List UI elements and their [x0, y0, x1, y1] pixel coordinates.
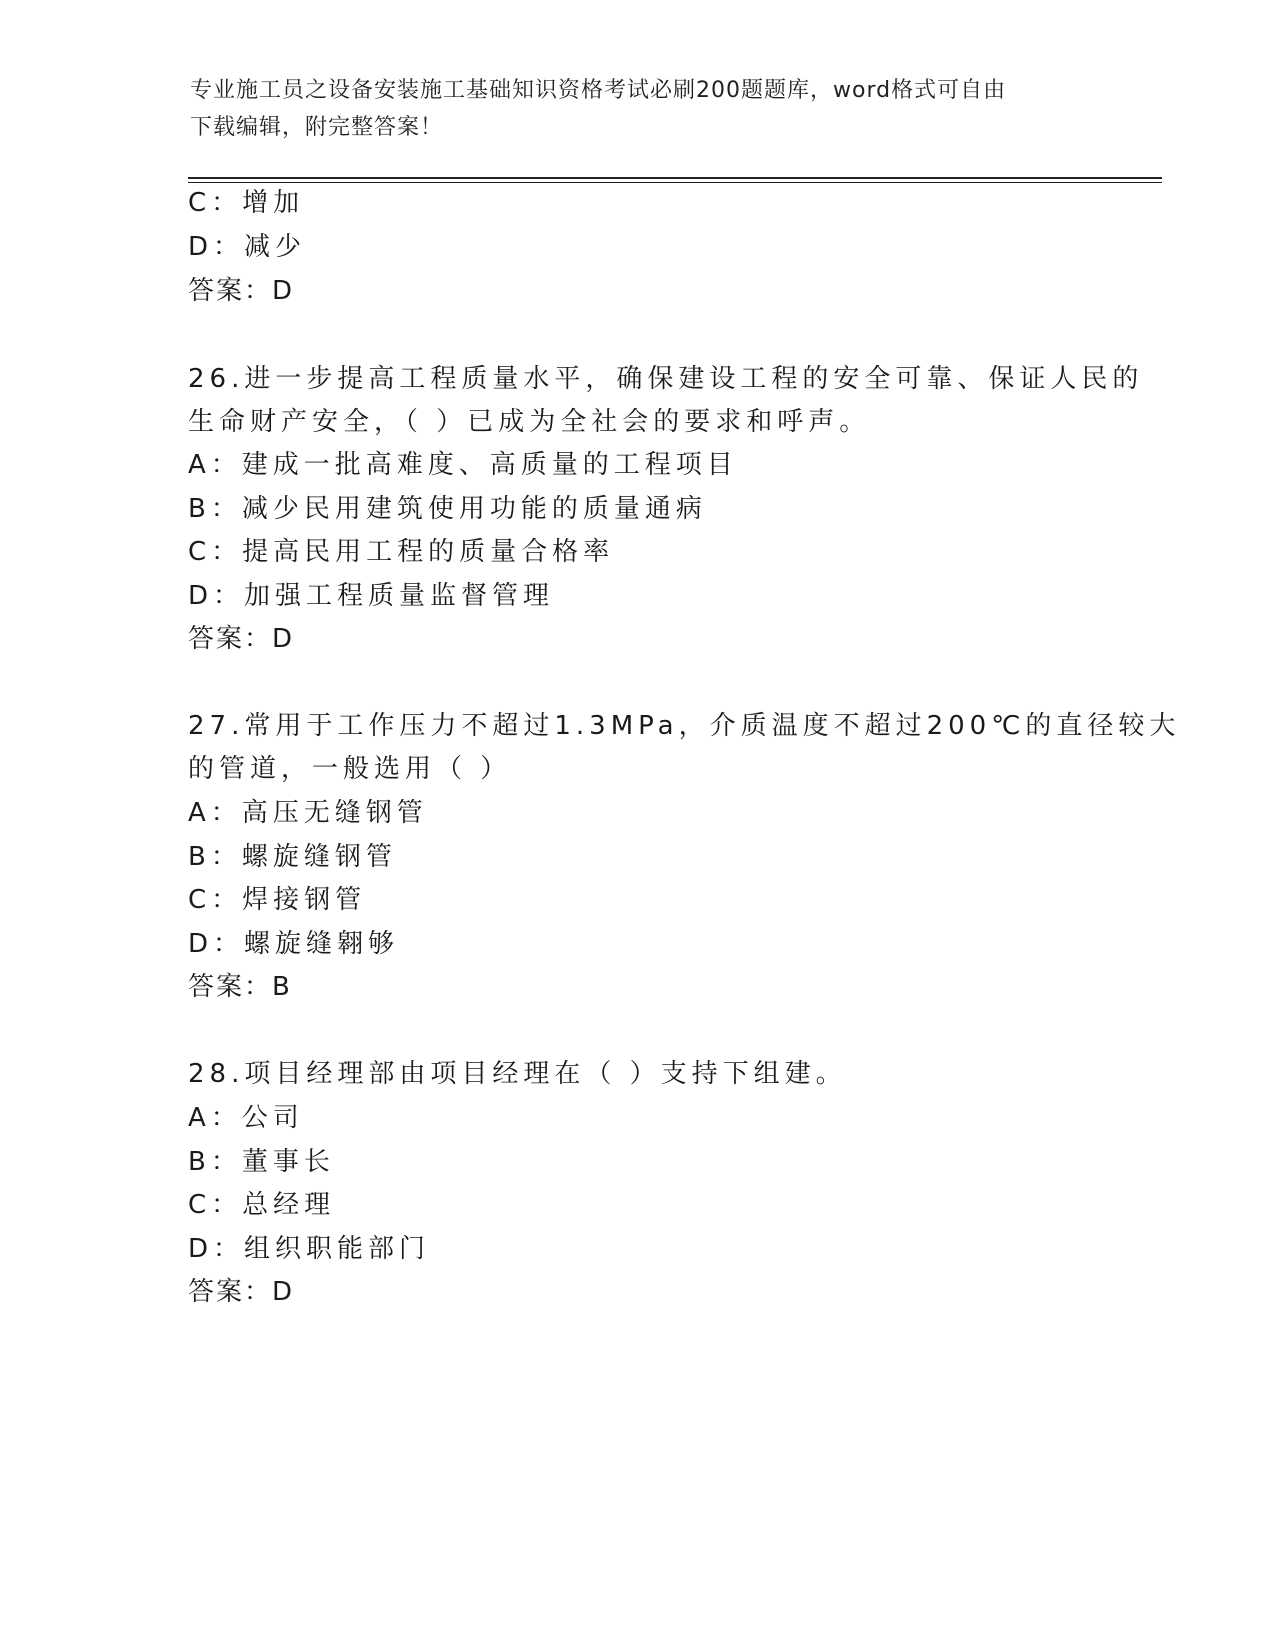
q26-option-d: D：加强工程质量监督管理 [188, 581, 555, 611]
q27-option-a: A：高压无缝钢管 [188, 798, 428, 828]
q28-stem-line1: 28.项目经理部由项目经理在（ ）支持下组建。 [188, 1059, 847, 1089]
header-divider-thin [188, 182, 1162, 183]
header-divider-thick [188, 177, 1162, 179]
q27-option-c: C：焊接钢管 [188, 885, 367, 915]
q27-option-d: D：螺旋缝翱够 [188, 929, 400, 959]
q25-answer: 答案：D [188, 276, 295, 306]
q26-option-c: C：提高民用工程的质量合格率 [188, 537, 615, 567]
q28-option-b: B：董事长 [188, 1147, 335, 1177]
q27-option-b: B：螺旋缝钢管 [188, 842, 397, 872]
q28-option-d: D：组织职能部门 [188, 1234, 431, 1264]
q28-option-a: A：公司 [188, 1103, 304, 1133]
q26-stem-line1: 26.进一步提高工程质量水平，确保建设工程的安全可靠、保证人民的 [188, 364, 1144, 394]
q27-stem-line2: 的管道，一般选用（ ） [188, 754, 512, 784]
q28-option-c: C：总经理 [188, 1190, 336, 1220]
q25-option-c: C：增加 [188, 188, 305, 218]
header-title-line1: 专业施工员之设备安装施工基础知识资格考试必刷200题题库，word格式可自由 [190, 78, 1007, 103]
q28-answer: 答案：D [188, 1277, 295, 1307]
q25-option-d: D：减少 [188, 232, 307, 262]
q26-option-b: B：减少民用建筑使用功能的质量通病 [188, 494, 707, 524]
q26-option-a: A：建成一批高难度、高质量的工程项目 [188, 450, 738, 480]
q27-answer: 答案：B [188, 972, 292, 1002]
header-title-line2: 下载编辑，附完整答案！ [190, 115, 444, 140]
q27-stem-line1: 27.常用于工作压力不超过1.3MPa，介质温度不超过200℃的直径较大 [188, 711, 1181, 741]
document-header [190, 72, 1090, 146]
q26-stem-line2: 生命财产安全，（ ）已成为全社会的要求和呼声。 [188, 407, 871, 437]
q26-answer: 答案：D [188, 624, 295, 654]
